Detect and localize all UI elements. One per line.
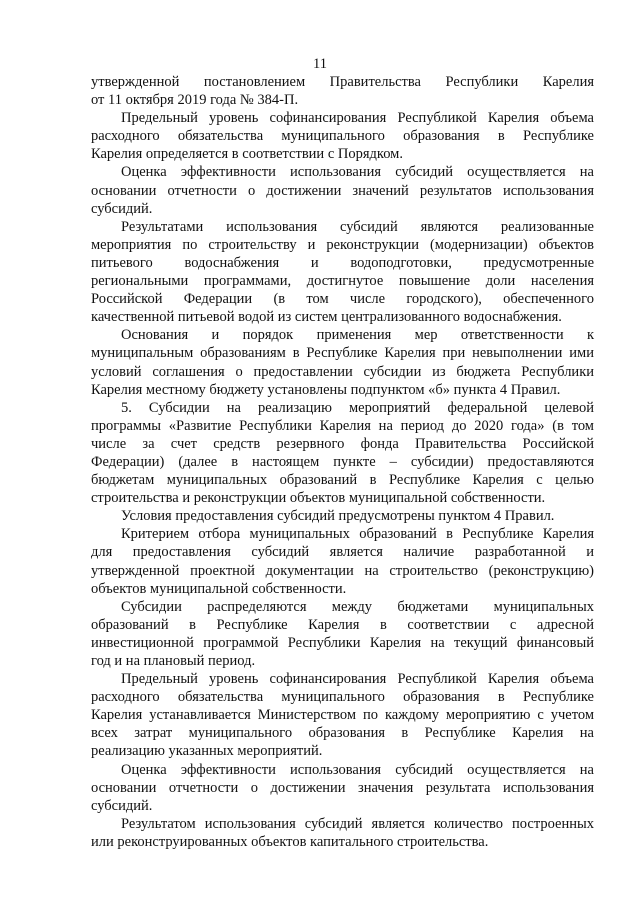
text-line: субсидий.: [91, 797, 153, 814]
text-line: Результатами использования субсидий являются реализованные: [121, 218, 594, 235]
text-line: год и на плановый период.: [91, 653, 256, 669]
text-line: Российской Федерации (в том числе городского), обеспеченного: [91, 291, 594, 308]
text-line: мероприятия по строительству и реконструкции (модернизации) объектов: [91, 236, 594, 253]
text-line: Карелия местному бюджету установлены подпунктом «б» пункта 4 Правил.: [91, 381, 561, 398]
text-line: основании отчетности о достижении значений результатов использования: [91, 182, 594, 199]
text-line: Оценка эффективности использования субсидий осуществляется на: [121, 164, 594, 181]
text-line: Критерием отбора муниципальных образований в Республике Карелия: [121, 526, 594, 543]
paragraph: [91, 815, 594, 851]
paragraph: [91, 507, 594, 525]
paragraph: [91, 670, 594, 760]
text-line: строительства и реконструкции объектов муниципальной собственности.: [91, 490, 546, 507]
text-line: Основания и порядок применения мер ответственности к: [121, 327, 594, 344]
text-line: утвержденной постановлением Правительства Республики Карелия: [91, 74, 594, 90]
text-line: утвержденной проектной документации на строительство (реконструкцию): [91, 562, 594, 579]
paragraph: [91, 525, 594, 597]
document-body: [91, 73, 594, 851]
text-line: инвестиционной программой Республики Карелия на текущий финансовый: [91, 634, 594, 651]
paragraph: [91, 218, 594, 327]
text-line: Федерации) (далее в настоящем пункте – субсидии) предоставляются: [91, 453, 594, 470]
text-line: числе за счет средств резервного фонда Правительства Российской: [91, 435, 594, 452]
text-line: Карелия определяется в соответствии с Порядком.: [91, 146, 403, 163]
text-line: или реконструированных объектов капитального строительства.: [91, 833, 489, 850]
text-line: условий соглашения о предоставлении субсидии из бюджета Республики: [91, 363, 594, 380]
paragraph: [91, 109, 594, 163]
text-line: Карелия устанавливается Министерством по каждому мероприятию с учетом: [91, 707, 594, 724]
text-line: основании отчетности о достижении значения результата использования: [91, 779, 594, 796]
text-line: программы «Развитие Республики Карелия на период до 2020 года» (в том: [91, 417, 594, 434]
text-line: бюджетам муниципальных образований в Республике Карелия с целью: [91, 472, 594, 489]
text-line: 5. Субсидии на реализацию мероприятий федеральной целевой: [121, 399, 594, 416]
text-line: Предельный уровень софинансирования Республикой Карелия объема: [121, 671, 594, 688]
text-line: региональными программами, достигнутое повышение доли населения: [91, 273, 594, 290]
text-line: расходного обязательства муниципального образования в Республике: [91, 689, 594, 706]
text-line: для предоставления субсидий является наличие разработанной и: [91, 544, 594, 561]
paragraph: [91, 761, 594, 815]
text-line: Результатом использования субсидий является количество построенных: [121, 815, 594, 832]
paragraph: [91, 399, 594, 508]
text-line: расходного обязательства муниципального образования в Республике: [91, 128, 594, 145]
text-line: Оценка эффективности использования субсидий осуществляется на: [121, 761, 594, 778]
text-line: Предельный уровень софинансирования Республикой Карелия объема: [121, 110, 594, 127]
paragraph: [91, 598, 594, 670]
text-line: муниципальным образованиям в Республике Карелия при невыполнении ими: [91, 345, 594, 362]
paragraph: [91, 73, 594, 109]
text-line: Субсидии распределяются между бюджетами муниципальных: [121, 598, 594, 615]
text-line: Условия предоставления субсидий предусмотрены пунктом 4 Правил.: [121, 508, 555, 525]
text-line: образований в Республике Карелия в соответствии с адресной: [91, 616, 594, 633]
text-line: субсидий.: [91, 200, 153, 217]
text-line: качественной питьевой водой из систем централизованного водоснабжения.: [91, 309, 562, 326]
text-line: всех затрат муниципального образования в Республике Карелия на: [91, 725, 594, 742]
page-number: 11: [313, 56, 327, 72]
text-line: от 11 октября 2019 года № 384-П.: [91, 92, 299, 109]
paragraph: [91, 163, 594, 217]
text-line: реализацию указанных мероприятий.: [91, 743, 323, 760]
text-line: объектов муниципальной собственности.: [91, 580, 347, 597]
paragraph: [91, 326, 594, 398]
text-line: питьевого водоснабжения и водоподготовки, предусмотренные: [91, 254, 594, 271]
